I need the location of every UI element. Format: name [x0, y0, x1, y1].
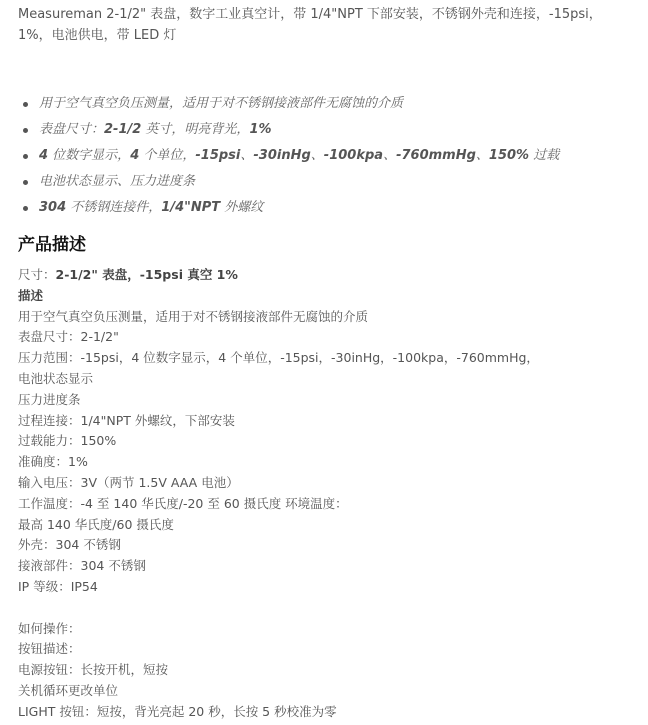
description-line: LIGHT 按钮：短按，背光亮起 20 秒，长按 5 秒校准为零: [18, 703, 337, 719]
product-intro: [18, 4, 618, 46]
feature-item: [18, 94, 559, 120]
size-line: [18, 265, 628, 286]
section-gap: [18, 598, 628, 619]
description-line: 表盘尺寸：2-1/2": [18, 329, 119, 345]
feature-item: [18, 120, 559, 146]
feature-emphasis: -15psi: [195, 148, 241, 163]
product-description: [18, 265, 628, 723]
description-line: 压力范围：-15psi，4 位数字显示，4 个单位，-15psi，-30inHg，-100kpa，-760mmHg，: [18, 350, 539, 366]
feature-text: 用于空气真空负压测量，适用于对不锈钢接液部件无腐蚀的介质: [39, 96, 404, 111]
description-line: 如何操作：: [18, 620, 81, 636]
bullet-icon: [23, 154, 28, 159]
feature-emphasis: 2-1/2: [104, 122, 142, 137]
feature-text: 个单位，: [139, 148, 196, 163]
feature-text: 、: [240, 148, 254, 163]
feature-emphasis: 150%: [488, 148, 530, 163]
feature-text: 表盘尺寸：: [39, 122, 105, 137]
feature-item: [18, 198, 559, 224]
bullet-icon: [23, 128, 28, 133]
description-line: 按钮描述：: [18, 641, 81, 657]
bullet-icon: [23, 102, 28, 107]
description-line: 过程连接：1/4"NPT 外螺纹，下部安装: [18, 412, 235, 428]
size-value: 2-1/2" 表盘，-15psi 真空 1%: [55, 267, 238, 282]
intro-line: Measureman 2-1/2" 表盘，数字工业真空计，带 1/4"NPT 下部安装，不锈钢外壳和连接，-15psi，: [18, 7, 602, 22]
feature-emphasis: 304: [39, 200, 67, 215]
feature-text: 位数字显示，: [48, 148, 131, 163]
description-heading: 产品描述: [18, 235, 86, 255]
description-line: 工作温度：-4 至 140 华氏度/-20 至 60 摄氏度 环境温度：: [18, 495, 348, 511]
description-line: 用于空气真空负压测量，适用于对不锈钢接液部件无腐蚀的介质: [18, 308, 369, 324]
feature-text: 不锈钢连接件，: [66, 200, 162, 215]
description-label-text: 描述: [18, 287, 44, 303]
description-line: 外壳：304 不锈钢: [18, 537, 121, 553]
description-line: 过载能力：150%: [18, 433, 117, 449]
description-line: 最高 140 华氏度/60 摄氏度: [18, 516, 174, 532]
feature-item: [18, 172, 559, 198]
description-line: 输入电压：3V（两节 1.5V AAA 电池）: [18, 474, 239, 490]
description-line: IP 等级：IP54: [18, 578, 98, 594]
feature-emphasis: 4: [39, 148, 49, 163]
feature-emphasis: -30inHg: [253, 148, 311, 163]
description-line: 准确度：1%: [18, 454, 88, 470]
feature-emphasis: 4: [130, 148, 140, 163]
feature-text: 、: [310, 148, 324, 163]
feature-emphasis: 1/4"NPT: [161, 200, 221, 215]
feature-text: 英寸，明亮背光，: [141, 122, 250, 137]
feature-text: 、: [475, 148, 489, 163]
feature-text: 电池状态显示、压力进度条: [39, 174, 196, 189]
bullet-icon: [23, 180, 28, 185]
description-line: 接液部件：304 不锈钢: [18, 558, 146, 574]
operation-lines: [18, 619, 628, 723]
description-line: 关机循环更改单位: [18, 682, 119, 698]
feature-text: 、: [383, 148, 397, 163]
feature-emphasis: -100kpa: [323, 148, 384, 163]
description-label: [18, 286, 628, 307]
feature-text: 过载: [529, 148, 560, 163]
spec-lines: [18, 307, 628, 598]
feature-list: [18, 94, 559, 224]
intro-line: 1%，电池供电，带 LED 灯: [18, 28, 177, 43]
description-line: 电池状态显示: [18, 370, 94, 386]
size-label: 尺寸：: [18, 267, 56, 282]
bullet-icon: [23, 206, 28, 211]
feature-text: 外螺纹: [220, 200, 264, 215]
description-line: 压力进度条: [18, 391, 81, 407]
feature-item: [18, 146, 559, 172]
feature-emphasis: -760mmHg: [396, 148, 476, 163]
feature-emphasis: 1%: [249, 122, 272, 137]
description-line: 电源按钮：长按开机，短按: [18, 662, 169, 678]
